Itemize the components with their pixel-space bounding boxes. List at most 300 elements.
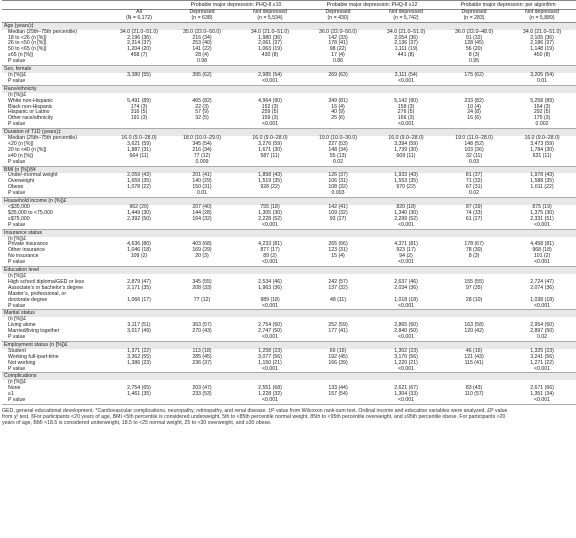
table-cell: 216 (34) <box>192 34 212 41</box>
table-cell: 108 (32) <box>328 184 348 191</box>
table-cell: 36.0 (22.0–48.0) <box>454 28 494 35</box>
table-cell: 4,371 (81) <box>394 241 418 248</box>
p-value: 0.01 <box>168 191 236 197</box>
p-value: <0.001 <box>508 398 576 404</box>
section-header-row <box>2 310 576 317</box>
p-value: <0.001 <box>236 335 304 341</box>
p-value: <0.001 <box>236 223 304 229</box>
row-label: 18 to <26 (n [%]) <box>8 34 47 41</box>
p-value: <0.001 <box>236 260 304 266</box>
table-cell: 155 (55) <box>464 278 484 285</box>
table-cell: 150 (31) <box>192 184 212 191</box>
table-cell: 142 (33) <box>328 34 348 41</box>
table-cell: 2,105 (36) <box>530 34 554 41</box>
table-cell: 164 (32) <box>192 215 212 222</box>
table-cell: 1,978 (43) <box>530 172 554 179</box>
table-cell: 236 (37) <box>192 359 212 366</box>
table-cell: 2,059 (43) <box>127 172 151 179</box>
section-title: Sex, female <box>2 66 576 73</box>
table-cell: 441 (8) <box>397 52 415 59</box>
table-cell: 1,228 (32) <box>258 391 282 398</box>
section-title: Household income (n [%])£ <box>2 198 576 205</box>
table-cell: 233 (53) <box>192 391 212 398</box>
table-cell: 4,636 (80) <box>127 241 151 248</box>
table-cell: 1,963 (36) <box>258 284 282 291</box>
table-cell: 203 (47) <box>192 385 212 392</box>
table-cell: 36.0 (22.0–50.0) <box>318 28 358 35</box>
table-cell: 34.0 (21.0–51.0) <box>386 28 426 35</box>
row-label: Working full-/part-time <box>8 353 59 360</box>
p-value: <0.001 <box>372 335 440 341</box>
table-cell: 3,017 (49) <box>127 328 151 335</box>
table-cell: 2,985 (54) <box>258 71 282 78</box>
row-label: (n [%])£ <box>8 71 27 78</box>
row-label: Not working <box>8 359 36 366</box>
table-cell: 28 (10) <box>465 296 483 303</box>
table-cell: 101 (2) <box>533 253 551 260</box>
row-label: Other insurance <box>8 247 45 254</box>
table-cell: 103 (36) <box>464 146 484 153</box>
table-cell: 1,150 (21) <box>258 359 282 366</box>
table-cell: 2,534 (46) <box>258 278 282 285</box>
table-cell: 1,011 (22) <box>530 184 554 191</box>
p-value: <0.001 <box>236 304 304 310</box>
table-cell: 34.0 (21.0–51.0) <box>119 28 159 35</box>
table-cell: 1,148 (19) <box>530 46 554 53</box>
table-cell: 98 (22) <box>329 46 347 53</box>
row-label: No insurance <box>8 253 39 260</box>
table-cell: 35.0 (22.0–50.0) <box>182 28 222 35</box>
table-cell: 164 (3) <box>533 103 551 110</box>
table-cell: 1,887 (31) <box>127 146 151 153</box>
table-cell: 1,340 (30) <box>394 209 418 216</box>
p-value: <0.001 <box>372 223 440 229</box>
table-cell: 2,392 (50) <box>127 215 151 222</box>
row-label: (n [%])£ <box>8 235 27 242</box>
table-cell: 2,754 (50) <box>258 322 282 329</box>
p-value: <0.001 <box>508 260 576 266</box>
p-value: 0.03 <box>440 160 508 166</box>
table-cell: 78 (30) <box>465 247 483 254</box>
table-cell: 148 (34) <box>328 146 348 153</box>
table-cell: 265 (66) <box>328 241 348 248</box>
table-cell: 970 (22) <box>396 184 416 191</box>
table-cell: 3,077 (56) <box>258 353 282 360</box>
table-cell: 259 (5) <box>261 109 279 116</box>
table-cell: 664 (11) <box>129 152 149 159</box>
table-cell: 2,747 (50) <box>258 328 282 335</box>
row-label: (n [%])£ <box>8 316 27 323</box>
section-title: Insurance status <box>2 229 576 236</box>
table-cell: 57 (9) <box>195 109 209 116</box>
table-cell: 430 (8) <box>261 52 279 59</box>
p-value-label: P value <box>2 191 110 197</box>
table-cell: 8 (3) <box>468 52 480 59</box>
p-value-label: P value <box>2 304 110 310</box>
table-cell: 201 (41) <box>192 172 212 179</box>
table-cell: 3,276 (59) <box>258 140 282 147</box>
table-cell: 144 (28) <box>192 209 212 216</box>
table-cell: 285 (45) <box>192 353 212 360</box>
p-value-label: P value <box>2 335 110 341</box>
table-cell: 175 (62) <box>464 71 484 78</box>
table-cell: 142 (41) <box>328 204 348 210</box>
table-cell: 56 (20) <box>465 46 483 53</box>
table-cell: 55 (13) <box>329 152 347 159</box>
col-header-n: (n = 430) <box>304 16 372 22</box>
p-value-label: P value <box>2 398 110 404</box>
table-cell: 163 (58) <box>464 322 484 329</box>
table-cell: 32 (5) <box>195 115 209 122</box>
table-cell: 1,305 (30) <box>258 209 282 216</box>
table-cell: 16.0 (9.0–28.0) <box>388 135 424 142</box>
table-cell: 83 (43) <box>465 385 483 392</box>
table-cell: 69 (16) <box>329 347 347 354</box>
table-cell: 1,386 (23) <box>127 359 151 366</box>
table-cell: 1,325 (23) <box>530 347 554 354</box>
table-cell: 270 (43) <box>192 328 212 335</box>
table-cell: 1,933 (43) <box>394 172 418 179</box>
table-cell: 1,980 (36) <box>258 34 282 41</box>
p-value: <0.001 <box>372 260 440 266</box>
section-header-row <box>2 267 576 274</box>
table-cell: 24 (8) <box>467 109 481 116</box>
table-cell: 115 (41) <box>464 359 484 366</box>
table-cell: 169 (29) <box>192 247 212 254</box>
p-value: 0.95 <box>440 59 508 65</box>
p-value-label: P value <box>2 59 110 65</box>
table-cell: 121 (43) <box>464 353 484 360</box>
table-cell: 242 (57) <box>328 278 348 285</box>
table-cell: 755 (18) <box>260 204 280 210</box>
table-cell: 1,111 (19) <box>394 46 418 53</box>
table-cell: 1,461 (35) <box>127 391 151 398</box>
table-cell: 2,061 (37) <box>258 40 282 47</box>
col-header-n: (n = 5,889) <box>508 16 576 22</box>
table-cell: 40 (9) <box>331 109 345 116</box>
row-label: 26 to <50 (n [%]) <box>8 40 47 47</box>
table-cell: 276 (5) <box>397 109 415 116</box>
table-cell: 20 (3) <box>195 253 209 260</box>
row-label: Living alone <box>8 322 36 329</box>
p-value: <0.001 <box>372 122 440 128</box>
table-cell: 345 (54) <box>192 140 212 147</box>
table-cell: 16 (6) <box>467 115 481 122</box>
table-footnote: GED, general educational development. *Cardiovascular complications, neuropathy, retinopathy, and renal disease. ‡P value from Wilcoxon rank-sum test. Ordinal income and education variables were analyzed. £P value from χ² test. §For participants <20 years of age, BMI <5th percentile is considered underweight, 5th to <85th percentile normal weight, 85th to <95th percentile overweight, and ≥95th percentile obese. For participants >20 years of age, BMI <18.5 is considered underweight, 18.5 to <25 normal weight, 25 to <30 overweight, and ≥30 obese. <box>2 408 508 427</box>
table-cell: 81 (37) <box>465 172 483 179</box>
table-cell: 8 (3) <box>468 253 480 260</box>
section-header-row <box>2 85 576 92</box>
table-cell: 587 (11) <box>260 152 280 159</box>
row-label: ≥$75,000 <box>8 215 30 222</box>
table-cell: 2,551 (68) <box>258 385 282 392</box>
table-cell: 93 (27) <box>329 215 347 222</box>
table-cell: 3,117 (51) <box>127 322 151 329</box>
section-header-row <box>2 166 576 173</box>
table-cell: 3,621 (59) <box>127 140 151 147</box>
table-cell: 2,879 (47) <box>127 278 151 285</box>
row-label: ≥1 <box>8 391 14 398</box>
table-cell: 349 (81) <box>328 97 348 104</box>
row-label: Obese <box>8 184 24 191</box>
table-cell: 1,046 (18) <box>127 247 151 254</box>
table-cell: 113 (18) <box>192 347 212 354</box>
table-cell: 71 (32) <box>465 178 483 185</box>
p-value: <0.001 <box>236 398 304 404</box>
p-value: 0.98 <box>168 59 236 65</box>
row-label: None <box>8 385 21 392</box>
p-value: <0.001 <box>372 304 440 310</box>
p-value: 0.003 <box>304 191 372 197</box>
p-value: <0.001 <box>236 367 304 373</box>
row-label: Overweight <box>8 178 35 185</box>
row-label: Associate’s or bachelor’s degree <box>8 284 83 291</box>
row-label: <20 (n [%]) <box>8 140 34 147</box>
table-cell: 316 (5) <box>130 109 148 116</box>
table-cell: 2,034 (36) <box>394 284 418 291</box>
p-value: <0.001 <box>236 79 304 85</box>
table-cell: 158 (3) <box>397 103 415 110</box>
table-cell: 1,063 (19) <box>258 46 282 53</box>
col-header: Depressed <box>189 8 215 15</box>
table-cell: 16.0 (9.0–28.0) <box>121 135 157 142</box>
table-cell: 157 (54) <box>328 391 348 398</box>
characteristics-table <box>2 0 576 405</box>
table-cell: 207 (40) <box>192 204 212 210</box>
table-cell: 89 (2) <box>263 253 277 260</box>
table-cell: 19.0 (11.0–28.0) <box>455 135 493 142</box>
table-cell: 403 (68) <box>192 241 212 248</box>
table-cell: 28 (4) <box>195 52 209 59</box>
table-cell: 137 (32) <box>328 284 348 291</box>
table-cell: 1,258 (23) <box>258 347 282 354</box>
table-cell: 1,220 (21) <box>394 359 418 366</box>
section-title: Education level <box>2 267 576 274</box>
table-cell: 61 (27) <box>465 215 483 222</box>
table-cell: 16.0 (9.0–28.0) <box>252 135 288 142</box>
table-cell: 609 (11) <box>396 152 416 159</box>
table-cell: 3,362 (55) <box>127 353 151 360</box>
table-cell: 2,754 (65) <box>127 385 151 392</box>
table-cell: 3,473 (59) <box>530 140 554 147</box>
table-cell: 166 (3) <box>397 115 415 122</box>
table-cell: 15 (4) <box>331 253 345 260</box>
table-cell: 363 (57) <box>192 322 212 329</box>
table-cell: 2,196 (36) <box>127 34 151 41</box>
table-cell: 269 (63) <box>328 71 348 78</box>
table-cell: 2,897 (50) <box>530 328 554 335</box>
table-cell: 141 (22) <box>192 46 212 53</box>
row-label: doctorate degree <box>8 296 48 303</box>
table-cell: 2,671 (66) <box>530 385 554 392</box>
table-cell: 1,739 (30) <box>394 146 418 153</box>
p-value-label: P value <box>2 160 110 166</box>
p-value: <0.001 <box>508 223 576 229</box>
table-cell: 32 (11) <box>466 152 483 159</box>
table-cell: 1,351 (34) <box>530 391 554 398</box>
table-cell: 34.0 (21.0–51.0) <box>250 28 290 35</box>
table-cell: 2,724 (47) <box>530 278 554 285</box>
table-cell: 233 (82) <box>464 97 484 104</box>
p-value: 0.02 <box>508 335 576 341</box>
table-cell: 2,054 (36) <box>394 34 418 41</box>
table-cell: 465 (82) <box>192 97 212 104</box>
table-cell: 2,331 (51) <box>530 215 554 222</box>
table-cell: 208 (33) <box>192 284 212 291</box>
row-label: ≥40 (n [%]) <box>8 152 34 159</box>
row-label: Master’s, professional, or <box>8 290 67 297</box>
table-cell: 148 (52) <box>464 140 484 147</box>
table-cell: 10 (4) <box>467 103 481 110</box>
p-value <box>440 398 508 404</box>
p-value-label: P value <box>2 367 110 373</box>
table-cell: 1,449 (30) <box>127 209 151 216</box>
table-cell: 2,865 (50) <box>394 322 418 329</box>
p-value: 0.02 <box>304 160 372 166</box>
table-cell: 5,142 (90) <box>394 97 418 104</box>
p-value: <0.001 <box>236 122 304 128</box>
table-cell: 1,302 (23) <box>394 347 418 354</box>
table-cell: 110 (57) <box>464 391 484 398</box>
table-cell: 25 (6) <box>331 115 345 122</box>
table-cell: 1,671 (30) <box>258 146 282 153</box>
table-cell: 106 (31) <box>328 178 348 185</box>
table-cell: 1,519 (35) <box>258 178 282 185</box>
table-cell: 19.0 (10.0–30.0) <box>318 135 358 142</box>
row-label: Median (25th–75th percentile) <box>8 28 77 35</box>
table-cell: 77 (12) <box>193 152 211 159</box>
p-value: 0.02 <box>440 191 508 197</box>
table-cell: 18.0 (10.0–29.0) <box>182 135 222 142</box>
col-header: Depressed <box>325 8 351 15</box>
row-label: Hispanic or Latino <box>8 109 50 116</box>
row-label: 50 to <65 (n [%]) <box>8 46 47 53</box>
table-cell: 252 (59) <box>328 322 348 329</box>
table-cell: 2,171 (35) <box>127 284 151 291</box>
table-cell: 1,553 (35) <box>394 178 418 185</box>
table-cell: 192 (45) <box>328 353 348 360</box>
table-cell: 820 (18) <box>396 204 416 210</box>
table-cell: 2,228 (52) <box>258 215 282 222</box>
table-cell: 128 (45) <box>464 40 484 47</box>
table-cell: 3,380 (55) <box>127 71 151 78</box>
table-cell: 109 (2) <box>130 253 148 260</box>
table-cell: 1,375 (30) <box>530 209 554 216</box>
col-header-n: (n = 638) <box>168 16 236 22</box>
table-cell: 923 (17) <box>396 247 416 254</box>
p-value <box>304 398 372 404</box>
table-cell: 74 (33) <box>465 209 483 216</box>
row-label: Student <box>8 347 26 354</box>
table-cell: 1,066 (17) <box>127 296 151 303</box>
section-title: Complications <box>2 373 576 380</box>
col-header: Not depressed <box>253 8 287 15</box>
table-cell: 177 (41) <box>328 328 348 335</box>
col-header: Not depressed <box>389 8 423 15</box>
table-cell: 159 (3) <box>261 115 279 122</box>
table-cell: 5,491 (89) <box>127 97 151 104</box>
table-cell: 989 (18) <box>260 296 280 303</box>
table-cell: 1,659 (35) <box>127 178 151 185</box>
table-cell: 126 (37) <box>328 172 348 179</box>
table-cell: 16 (4) <box>331 103 345 110</box>
table-cell: 178 (41) <box>328 40 348 47</box>
p-value <box>168 398 236 404</box>
table-cell: 109 (32) <box>328 209 348 216</box>
table-cell: 87 (39) <box>465 204 483 210</box>
p-value: <0.001 <box>508 367 576 373</box>
p-value-label: P value <box>2 260 110 266</box>
row-label: (n [%])£ <box>8 379 27 386</box>
row-label: White non-Hispanic <box>8 97 53 104</box>
p-value-label: P value <box>2 223 110 229</box>
table-cell: 133 (44) <box>328 385 348 392</box>
col-header-all: All <box>136 8 142 15</box>
row-label: Under-/normal weight <box>8 172 58 179</box>
table-cell: 34.0 (21.0–51.0) <box>522 28 562 35</box>
table-cell: 1,078 (22) <box>127 184 151 191</box>
col-header-n: (N = 6,172) <box>110 16 168 22</box>
table-cell: 1,271 (22) <box>530 359 554 366</box>
row-label: Black non-Hispanic <box>8 103 53 110</box>
table-cell: 17 (4) <box>331 52 345 59</box>
group-header-phq8-10: Probable major depression: PHQ-8 ≥10 <box>168 1 304 10</box>
header-blank <box>2 1 110 10</box>
table-cell: 94 (2) <box>399 253 413 260</box>
section-title: BMI (n [%])§¥ <box>2 166 576 173</box>
table-cell: 123 (31) <box>328 247 348 254</box>
section-header-row <box>2 66 576 73</box>
table-cell: 120 (42) <box>464 328 484 335</box>
table-cell: 216 (34) <box>192 146 212 153</box>
table-cell: 174 (3) <box>130 103 148 110</box>
table-cell: 4,233 (81) <box>258 241 282 248</box>
table-cell: 2,621 (67) <box>394 385 418 392</box>
table-cell: 3,205 (54) <box>530 71 554 78</box>
table-cell: 253 (40) <box>192 40 212 47</box>
section-header-row <box>2 341 576 348</box>
p-value: 0.86 <box>304 59 372 65</box>
table-cell: 928 (22) <box>260 184 280 191</box>
table-cell: 48 (11) <box>329 296 347 303</box>
row-label: Married/living together <box>8 328 60 335</box>
group-header-phq8-12: Probable major depression: PHQ-8 ≥12 <box>304 1 440 10</box>
row-label: 20 to <40 (n [%]) <box>8 146 47 153</box>
table-cell: 46 (16) <box>465 347 483 354</box>
col-header-n: (n = 5,534) <box>236 16 304 22</box>
table-cell: 2,637 (46) <box>394 278 418 285</box>
table-cell: 1,588 (35) <box>530 178 554 185</box>
table-cell: 2,954 (50) <box>530 322 554 329</box>
table-cell: 16.0 (9.0–28.0) <box>524 135 560 142</box>
row-label: (n [%])£ <box>8 91 27 98</box>
table-cell: 1,784 (30) <box>530 146 554 153</box>
section-header-row <box>2 198 576 205</box>
table-header <box>2 1 576 23</box>
table-cell: 97 (35) <box>465 284 483 291</box>
table-cell: 77 (12) <box>193 296 211 303</box>
p-value: 0.002 <box>508 122 576 128</box>
table-cell: 3,241 (56) <box>530 353 554 360</box>
row-label: Other race/ethnicity <box>8 115 53 122</box>
section-title: Employment status (n [%])£ <box>2 341 576 348</box>
table-cell: 631 (11) <box>532 152 552 159</box>
row-label: $35,000 to <75,000 <box>8 209 53 216</box>
row-label: Median (25th–75th percentile) <box>8 135 77 142</box>
table-cell: 2,299 (52) <box>394 215 418 222</box>
table-cell: 2,840 (50) <box>394 328 418 335</box>
table-cell: 22 (3) <box>195 103 209 110</box>
